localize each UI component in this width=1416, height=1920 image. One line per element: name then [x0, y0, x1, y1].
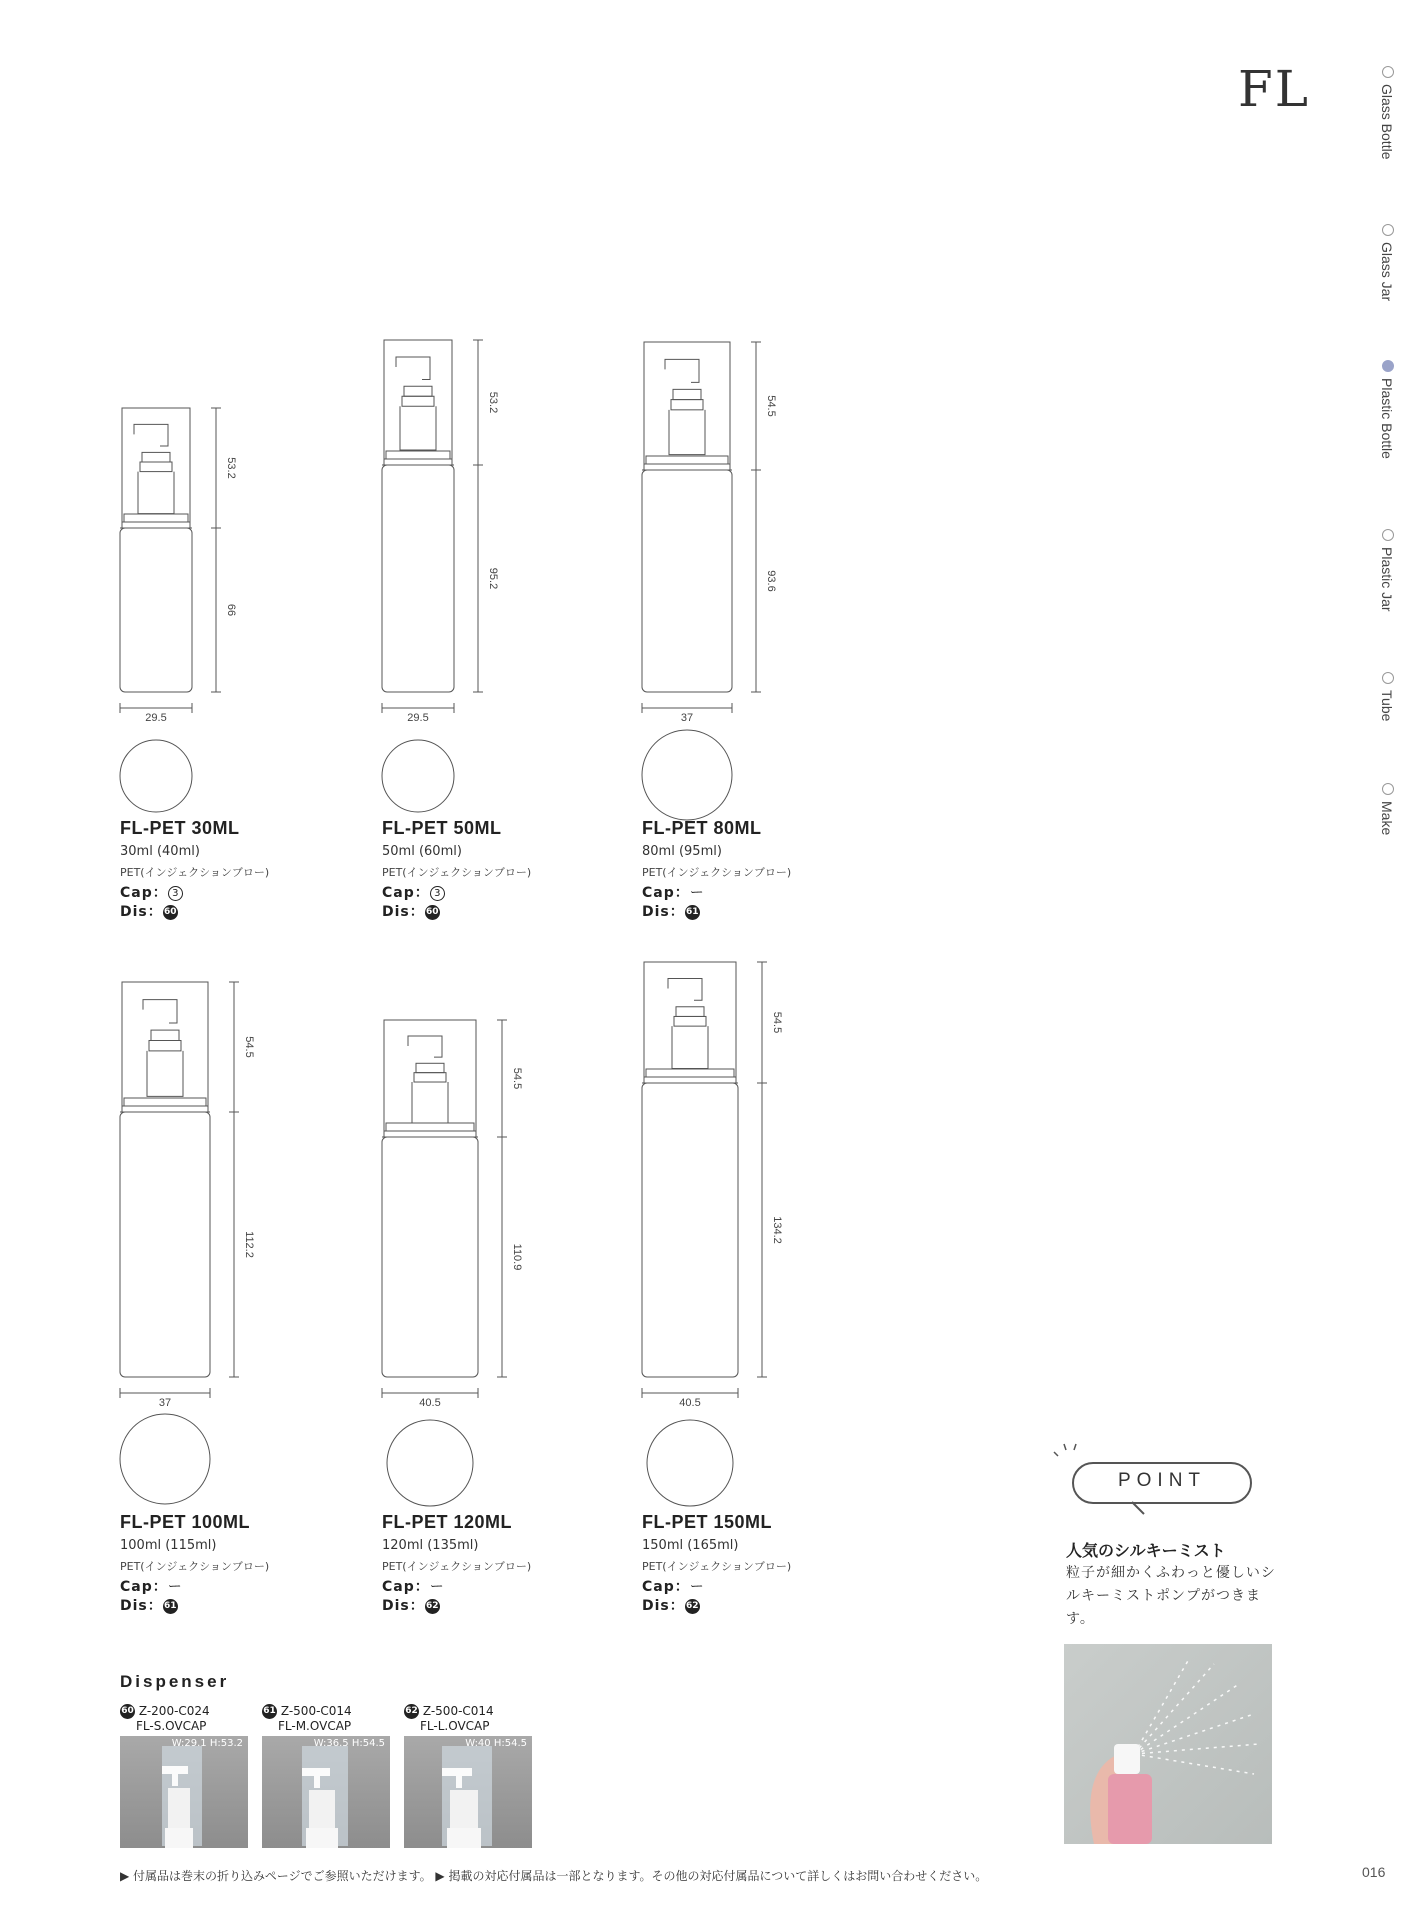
dimension-top-height: 54.5 [511, 1067, 523, 1090]
dis-label: Dis： [382, 904, 425, 920]
top-view-circle [387, 1420, 473, 1506]
cap-value: ー [689, 885, 705, 901]
dis-label: Dis： [642, 904, 685, 920]
dis-value: 62 [685, 1599, 700, 1614]
dispenser-name: FL-M.OVCAP [278, 1719, 352, 1733]
side-nav-label: Glass Bottle [1379, 84, 1395, 160]
cap-label: Cap： [120, 885, 168, 901]
dispenser-photo [262, 1736, 390, 1848]
pump-head [668, 979, 702, 1001]
mist-spray-image [1064, 1644, 1272, 1844]
radio-dot-icon [1382, 224, 1394, 236]
radio-dot-icon [1382, 783, 1394, 795]
radio-dot-icon [1382, 360, 1394, 372]
product-cap [642, 1576, 705, 1596]
pump-collar [669, 410, 705, 455]
dis-value: 62 [425, 1599, 440, 1614]
product-material: PET(インジェクションブロー) [120, 866, 270, 879]
pump-stem [416, 1063, 444, 1072]
product-name: FL-PET 100ML [120, 1512, 251, 1532]
shoulder-band [124, 1098, 206, 1106]
product-capacity: 30ml (40ml) [120, 844, 200, 859]
product-dispenser [120, 901, 178, 921]
dispenser-item [404, 1704, 532, 1848]
product-dispenser [642, 901, 700, 921]
dispenser-number: 61 [262, 1704, 277, 1719]
shoulder-band [386, 1123, 474, 1131]
pump-image [120, 1736, 248, 1848]
dispenser-photo [404, 1736, 532, 1848]
product-name: FL-PET 30ML [120, 818, 240, 838]
pump-ring [671, 400, 703, 410]
dimension-width: 40.5 [679, 1397, 701, 1409]
pump-head [143, 1000, 177, 1023]
dimension-top-height: 53.2 [225, 457, 237, 479]
side-nav-label: Glass Jar [1379, 242, 1395, 302]
pump-collar [138, 472, 174, 514]
product-cap [382, 882, 445, 902]
top-view-circle [642, 730, 732, 820]
pump-head [134, 424, 168, 446]
product-material: PET(インジェクションブロー) [120, 1560, 270, 1573]
dimension-width: 29.5 [145, 712, 167, 724]
pump-image [262, 1736, 390, 1848]
bottle-body [382, 1137, 478, 1377]
pump-collar [672, 1026, 708, 1068]
pump-stem [676, 1007, 704, 1017]
radio-dot-icon [1382, 672, 1394, 684]
dispenser-size: W:40 H:54.5 [465, 1738, 527, 1749]
dispenser-item [262, 1704, 390, 1848]
pump-stem [151, 1030, 179, 1040]
bottle-body [642, 1083, 738, 1377]
point-heading: 人気のシルキーミスト [1066, 1541, 1226, 1560]
product-cap [382, 1576, 445, 1596]
shoulder-band [646, 1069, 734, 1077]
dimension-body-height: 95.2 [487, 567, 499, 590]
pump-ring [149, 1041, 181, 1051]
product-dispenser [642, 1595, 700, 1615]
product-material: PET(インジェクションブロー) [382, 1560, 532, 1573]
page-number: 016 [1362, 1864, 1386, 1880]
radio-dot-icon [1382, 66, 1394, 78]
shoulder-band [646, 456, 728, 464]
dimension-body-height: 66 [225, 603, 237, 617]
dispenser-photo [120, 1736, 248, 1848]
side-nav-label: Plastic Jar [1379, 547, 1395, 612]
dimension-top-height: 54.5 [771, 1011, 783, 1034]
dispenser-name: FL-L.OVCAP [420, 1719, 490, 1733]
product-cap [642, 882, 705, 902]
cap-value: ー [167, 1579, 183, 1595]
cap-label: Cap： [642, 885, 690, 901]
product-cap [120, 882, 183, 902]
dispenser-number: 60 [120, 1704, 135, 1719]
product-name: FL-PET 80ML [642, 818, 762, 838]
overcap-outline [384, 1020, 476, 1137]
dimension-body-height: 134.2 [771, 1216, 783, 1244]
top-view-circle [647, 1420, 733, 1506]
cap-value: 3 [430, 886, 445, 901]
pump-collar [412, 1082, 448, 1123]
product-dispenser [382, 901, 440, 921]
cap-label: Cap： [382, 885, 430, 901]
dimension-width: 37 [158, 1397, 172, 1409]
side-nav-label: Make [1379, 801, 1395, 836]
bottle-body [120, 1112, 210, 1377]
product-material: PET(インジェクションブロー) [642, 866, 792, 879]
cap-value: ー [429, 1579, 445, 1595]
pump-collar [147, 1051, 183, 1097]
dis-value: 60 [163, 905, 178, 920]
dispenser-name: FL-S.OVCAP [136, 1719, 207, 1733]
product-dispenser [120, 1595, 178, 1615]
product-capacity: 100ml (115ml) [120, 1538, 217, 1553]
shoulder-band [386, 451, 450, 459]
speech-tail-icon [1128, 1500, 1158, 1520]
dis-label: Dis： [120, 1598, 163, 1614]
pump-stem [673, 389, 701, 399]
point-body: 粒子が細かくふわっと優しいシルキーミストポンプがつきます。 [1066, 1565, 1276, 1627]
side-nav-label: Plastic Bottle [1379, 378, 1395, 459]
product-capacity: 120ml (135ml) [382, 1538, 479, 1553]
bottle-body [120, 528, 192, 692]
dimension-top-height: 53.2 [487, 391, 499, 414]
cap-label: Cap： [120, 1579, 168, 1595]
pump-ring [414, 1073, 446, 1082]
overcap-outline [122, 408, 190, 528]
dimension-top-height: 54.5 [765, 395, 777, 417]
cap-label: Cap： [382, 1579, 430, 1595]
dispenser-item [120, 1704, 248, 1848]
cap-value: ー [689, 1579, 705, 1595]
footer-note: ▶ 付属品は巻末の折り込みページでご参照いただけます。 ▶ 掲載の対応付属品は一部となります。その他の対応付属品について詳しくはお問い合わせください。 [120, 1869, 988, 1883]
overcap-outline [644, 962, 736, 1083]
dimension-width: 29.5 [407, 712, 429, 724]
dispenser-code: 60 Z-200-C024 [121, 1704, 210, 1718]
product-name: FL-PET 50ML [382, 818, 502, 838]
mist-photo [1064, 1644, 1272, 1844]
side-nav-label: Tube [1379, 690, 1395, 722]
dis-label: Dis： [120, 904, 163, 920]
dispenser-number: 62 [404, 1704, 419, 1719]
point-label: POINT [1117, 1470, 1207, 1491]
pump-stem [404, 386, 432, 396]
dispenser-size: W:29.1 H:53.2 [171, 1738, 243, 1749]
dis-label: Dis： [642, 1598, 685, 1614]
product-material: PET(インジェクションブロー) [382, 866, 532, 879]
overcap-outline [122, 982, 208, 1112]
cap-label: Cap： [642, 1579, 690, 1595]
pump-collar [400, 406, 436, 450]
shoulder-band [124, 514, 188, 522]
dimension-body-height: 110.9 [511, 1243, 523, 1271]
product-capacity: 80ml (95ml) [642, 844, 722, 859]
radio-dot-icon [1382, 529, 1394, 541]
dispenser-code: 61 Z-500-C014 [263, 1704, 352, 1718]
top-view-circle [120, 740, 192, 812]
top-view-circle [120, 1414, 210, 1504]
pump-stem [142, 452, 170, 462]
dispenser-size: W:36.5 H:54.5 [313, 1738, 385, 1749]
product-name: FL-PET 150ML [642, 1512, 773, 1532]
dimension-top-height: 54.5 [243, 1036, 255, 1058]
product-name: FL-PET 120ML [382, 1512, 513, 1532]
pump-image [404, 1736, 532, 1848]
dimension-width: 40.5 [419, 1397, 441, 1409]
product-cap [120, 1576, 183, 1596]
dis-value: 60 [425, 905, 440, 920]
overcap-outline [384, 340, 452, 465]
dis-label: Dis： [382, 1598, 425, 1614]
top-view-circle [382, 740, 454, 812]
dispenser-title: Dispenser [120, 1672, 230, 1691]
dimension-body-height: 93.6 [765, 570, 777, 592]
product-capacity: 150ml (165ml) [642, 1538, 739, 1553]
dimension-width: 37 [680, 712, 694, 724]
pump-head [408, 1036, 442, 1057]
dis-value: 61 [163, 1599, 178, 1614]
bottle-body [382, 465, 454, 692]
overcap-outline [644, 342, 730, 470]
cap-value: 3 [168, 886, 183, 901]
pump-ring [140, 462, 172, 472]
pump-head [396, 357, 430, 380]
pump-ring [402, 396, 434, 406]
product-capacity: 50ml (60ml) [382, 844, 462, 859]
dis-value: 61 [685, 905, 700, 920]
pump-ring [674, 1016, 706, 1026]
dispenser-code: 62 Z-500-C014 [405, 1704, 494, 1718]
product-material: PET(インジェクションブロー) [642, 1560, 792, 1573]
product-dispenser [382, 1595, 440, 1615]
bottle-body [642, 470, 732, 692]
pump-head [665, 359, 699, 382]
dimension-body-height: 112.2 [243, 1231, 255, 1258]
series-title: FL [1238, 60, 1310, 118]
